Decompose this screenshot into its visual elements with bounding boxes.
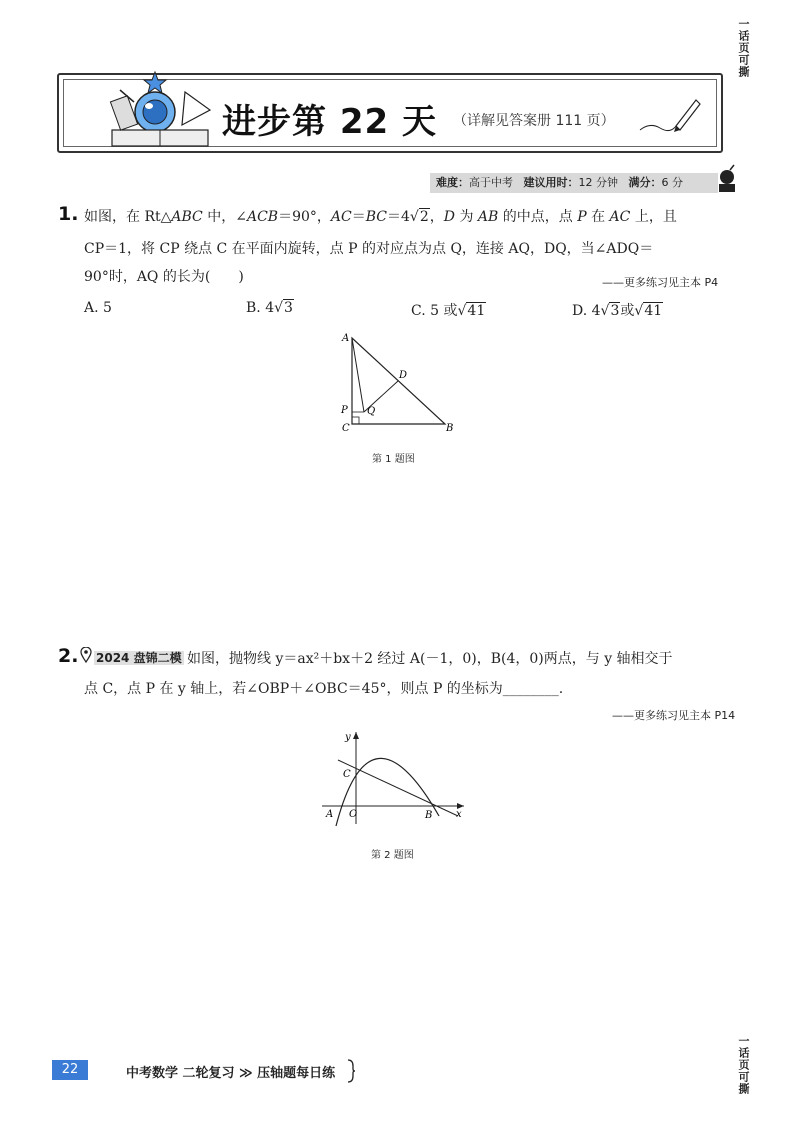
point-label-d: D: [399, 370, 408, 381]
pen-icon: [636, 92, 702, 136]
question-1-option-c[interactable]: C. 5 或√41: [411, 303, 486, 319]
location-pin-icon: [80, 647, 92, 663]
question-1-line-3: 90°时，AQ 的长为( ): [84, 269, 244, 285]
point-label-b: B: [446, 423, 454, 434]
time-label: 建议用时：: [523, 176, 579, 189]
tear-off-label-top: 一话页可撕: [737, 18, 750, 78]
page-title: 进步第 22 天: [222, 102, 437, 142]
question-1-figure: [330, 328, 470, 440]
point-label-a: A: [342, 333, 350, 344]
segment-aq: [352, 338, 364, 412]
axis-label-x: x: [456, 809, 462, 820]
figure-2-caption: 第 2 题图: [371, 850, 414, 861]
triangle-abc: [352, 338, 445, 424]
question-1-line-1: 如图，在 Rt△ABC 中，∠ACB＝90°，AC＝BC＝4√2，D 为 AB 的中点，点 P 在 AC 上，且: [84, 209, 677, 225]
time-value: 12 分钟: [578, 176, 618, 189]
score-label: 满分：: [628, 176, 662, 189]
point-label-b: B: [425, 810, 433, 821]
question-1-option-b[interactable]: B. 4√3: [246, 300, 293, 316]
question-2-number: 2.: [58, 645, 79, 667]
question-2-more-practice: ——更多练习见主本 P14: [612, 709, 736, 722]
question-2-source-tag: 2024 盘锦二模: [96, 651, 182, 665]
question-1-option-a[interactable]: A. 5: [84, 300, 112, 316]
axis-label-y: y: [345, 732, 351, 743]
question-1-number: 1.: [58, 203, 79, 225]
point-label-p: P: [341, 405, 348, 416]
figure-1-caption: 第 1 题图: [372, 454, 415, 465]
point-label-c: C: [342, 423, 350, 434]
mascot-illustration: [100, 70, 220, 152]
footer-text: 中考数学 二轮复习 ≫ 压轴题每日练: [126, 1066, 336, 1081]
bomb-icon: [716, 164, 738, 194]
point-label-c: C: [343, 769, 351, 780]
question-2-figure: [318, 726, 470, 830]
point-label-q: Q: [367, 406, 376, 417]
point-label-a: A: [326, 809, 334, 820]
point-label-o: O: [349, 809, 358, 820]
right-angle-mark: [352, 417, 359, 424]
question-1-option-d[interactable]: D. 4√3或√41: [572, 303, 663, 319]
score-value: 6 分: [661, 176, 683, 189]
question-2-line-1: 如图，抛物线 y＝ax²＋bx＋2 经过 A(－1，0)，B(4，0)两点，与 y 轴相交于: [187, 651, 673, 667]
page-number: 22: [52, 1060, 88, 1080]
difficulty-label: 难度：: [436, 176, 469, 189]
question-2-line-2: 点 C，点 P 在 y 轴上，若∠OBP＋∠OBC＝45°，则点 P 的坐标为________.: [84, 681, 564, 697]
difficulty-value: 高于中考: [469, 176, 513, 189]
question-1-line-2: CP＝1，将 CP 绕点 C 在平面内旋转，点 P 的对应点为点 Q，连接 AQ，DQ，当∠ADQ＝: [84, 241, 654, 257]
info-bar: [430, 173, 718, 193]
footer-bracket: [346, 1058, 356, 1084]
page-subtitle: （详解见答案册 111 页）: [453, 113, 615, 129]
tear-off-label-bottom: 一话页可撕: [737, 1035, 750, 1095]
question-1-more-practice: ——更多练习见主本 P4: [602, 276, 719, 289]
